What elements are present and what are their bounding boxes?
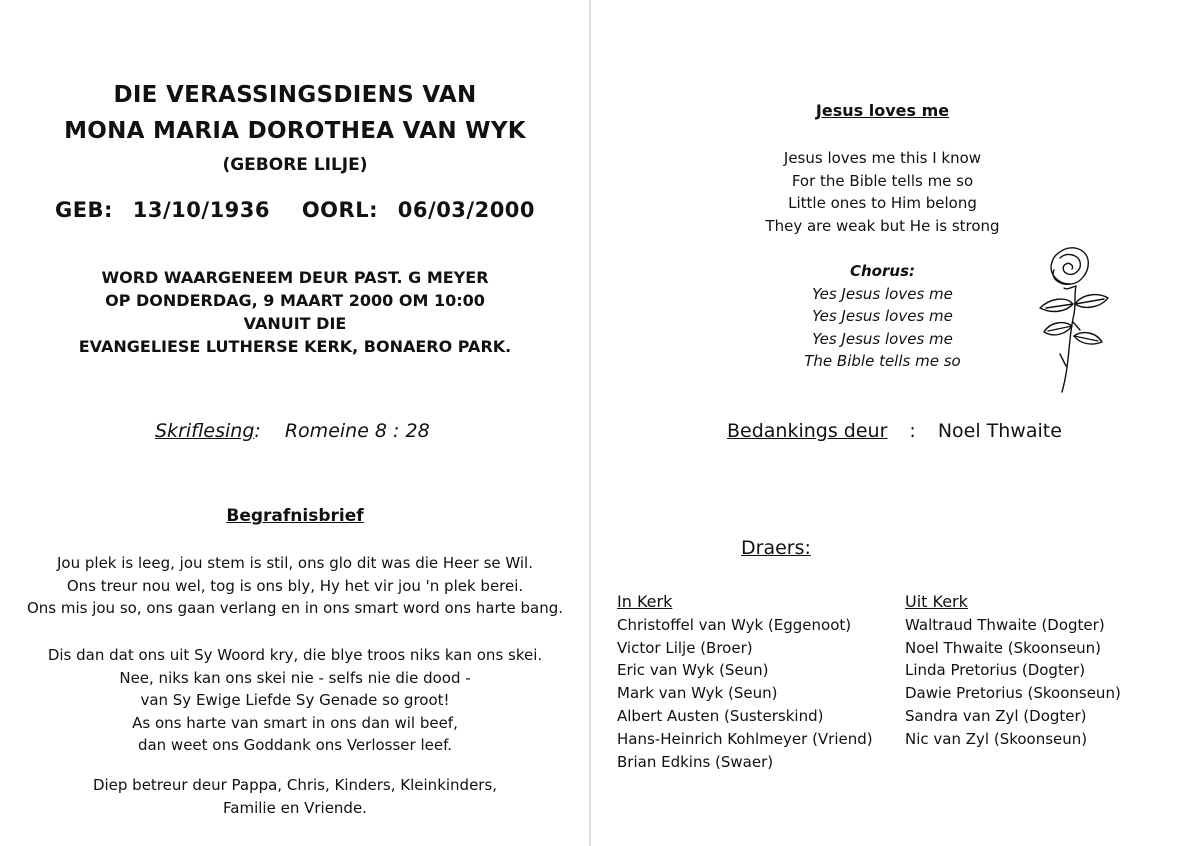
bearer-name: Dawie Pretorius (Skoonseun): [905, 684, 1121, 703]
song-line: For the Bible tells me so: [791, 171, 974, 190]
poem-line: As ons harte van smart in ons dan wil beef,: [132, 713, 458, 732]
died-label: OORL:: [301, 198, 378, 222]
bearer-name: Noel Thwaite (Skoonseun): [905, 638, 1102, 657]
bearer-name: Sandra van Zyl (Dogter): [905, 706, 1087, 725]
chorus-label: Chorus:: [850, 262, 915, 280]
out-church-heading: Uit Kerk: [905, 592, 968, 611]
chorus-line: Yes Jesus loves me: [812, 329, 953, 348]
song-line: Jesus loves me this I know: [783, 149, 982, 167]
song-title: Jesus loves me: [815, 101, 950, 120]
died-date: 06/03/2000: [397, 198, 536, 222]
service-line: OP DONDERDAG, 9 MAART 2000 OM 10:00: [105, 291, 485, 310]
bearers-in-church: [617, 591, 873, 773]
closing-line: Familie en Vriende.: [223, 798, 367, 817]
bearer-name: Waltraud Thwaite (Dogter): [905, 615, 1105, 634]
service-details: [0, 266, 590, 358]
poem-stanza-1: [0, 552, 590, 620]
scripture-reading: [155, 420, 430, 442]
in-church-heading: In Kerk: [617, 592, 673, 611]
closing-lines: [0, 774, 590, 819]
title-line-1: DIE VERASSINGSDIENS VAN: [113, 82, 477, 108]
poem-line: dan weet ons Goddank ons Verlosser leef.: [137, 736, 453, 754]
poem-line: Nee, niks kan ons skei nie - selfs nie die dood -: [119, 668, 471, 687]
bearer-name: Hans-Heinrich Kohlmeyer (Vriend): [617, 729, 873, 748]
bearer-name: Linda Pretorius (Dogter): [905, 661, 1086, 680]
scripture-label: Skriflesing: [155, 420, 255, 442]
poem-line: van Sy Ewige Liefde Sy Genade so groot!: [140, 691, 450, 709]
born-label: GEB:: [54, 198, 113, 222]
title-line-2: MONA MARIA DOROTHEA VAN WYK: [64, 118, 526, 144]
rose-icon: [1030, 244, 1114, 394]
bearers-out-church: [905, 591, 1121, 751]
left-page: [0, 0, 590, 846]
song-line: They are weak but He is strong: [765, 216, 1000, 235]
bearer-name: Victor Lilje (Broer): [617, 638, 753, 657]
born-date: 13/10/1936: [132, 198, 271, 222]
bearer-name: Christoffel van Wyk (Eggenoot): [617, 615, 852, 634]
poem-line: Jou plek is leeg, jou stem is stil, ons glo dit was die Heer se Wil.: [57, 554, 533, 572]
thanks-label: Bedankings deur: [727, 420, 888, 442]
thanks-colon: :: [909, 420, 916, 442]
chorus-line: Yes Jesus loves me: [812, 307, 953, 325]
page-fold-divider: [589, 0, 591, 846]
poem-stanza-2: [0, 644, 590, 757]
letter-heading: Begrafnisbrief: [226, 506, 364, 526]
scripture-colon: :: [254, 420, 261, 442]
service-line: WORD WAARGENEEM DEUR PAST. G MEYER: [101, 268, 489, 287]
dates-line: [0, 198, 590, 222]
thanks-line: [727, 420, 1062, 442]
poem-line: Ons treur nou wel, tog is ons bly, Hy het vir jou 'n plek berei.: [66, 576, 524, 595]
service-line: EVANGELIESE LUTHERSE KERK, BONAERO PARK.: [78, 337, 512, 356]
chorus-line: The Bible tells me so: [804, 352, 961, 370]
poem-line: Ons mis jou so, ons gaan verlang en in ons smart word ons harte bang.: [26, 599, 564, 617]
bearer-name: Nic van Zyl (Skoonseun): [905, 729, 1088, 748]
thanks-name: Noel Thwaite: [937, 420, 1062, 442]
song-line: Little ones to Him belong: [788, 194, 977, 212]
bearer-name: Eric van Wyk (Seun): [617, 661, 769, 680]
chorus-line: Yes Jesus loves me: [812, 284, 953, 303]
bearers-heading: Draers:: [741, 537, 811, 559]
song-verse: [590, 147, 1175, 237]
service-line: VANUIT DIE: [243, 314, 347, 333]
maiden-name: (GEBORE LILJE): [222, 155, 368, 175]
bearer-name: Albert Austen (Susterskind): [617, 706, 824, 725]
poem-line: Dis dan dat ons uit Sy Woord kry, die blye troos niks kan ons skei.: [47, 646, 543, 664]
closing-line: Diep betreur deur Pappa, Chris, Kinders, Kleinkinders,: [92, 776, 498, 794]
bearer-name: Brian Edkins (Swaer): [617, 752, 774, 771]
scripture-reference: Romeine 8 : 28: [284, 420, 430, 442]
bearer-name: Mark van Wyk (Seun): [617, 684, 778, 703]
